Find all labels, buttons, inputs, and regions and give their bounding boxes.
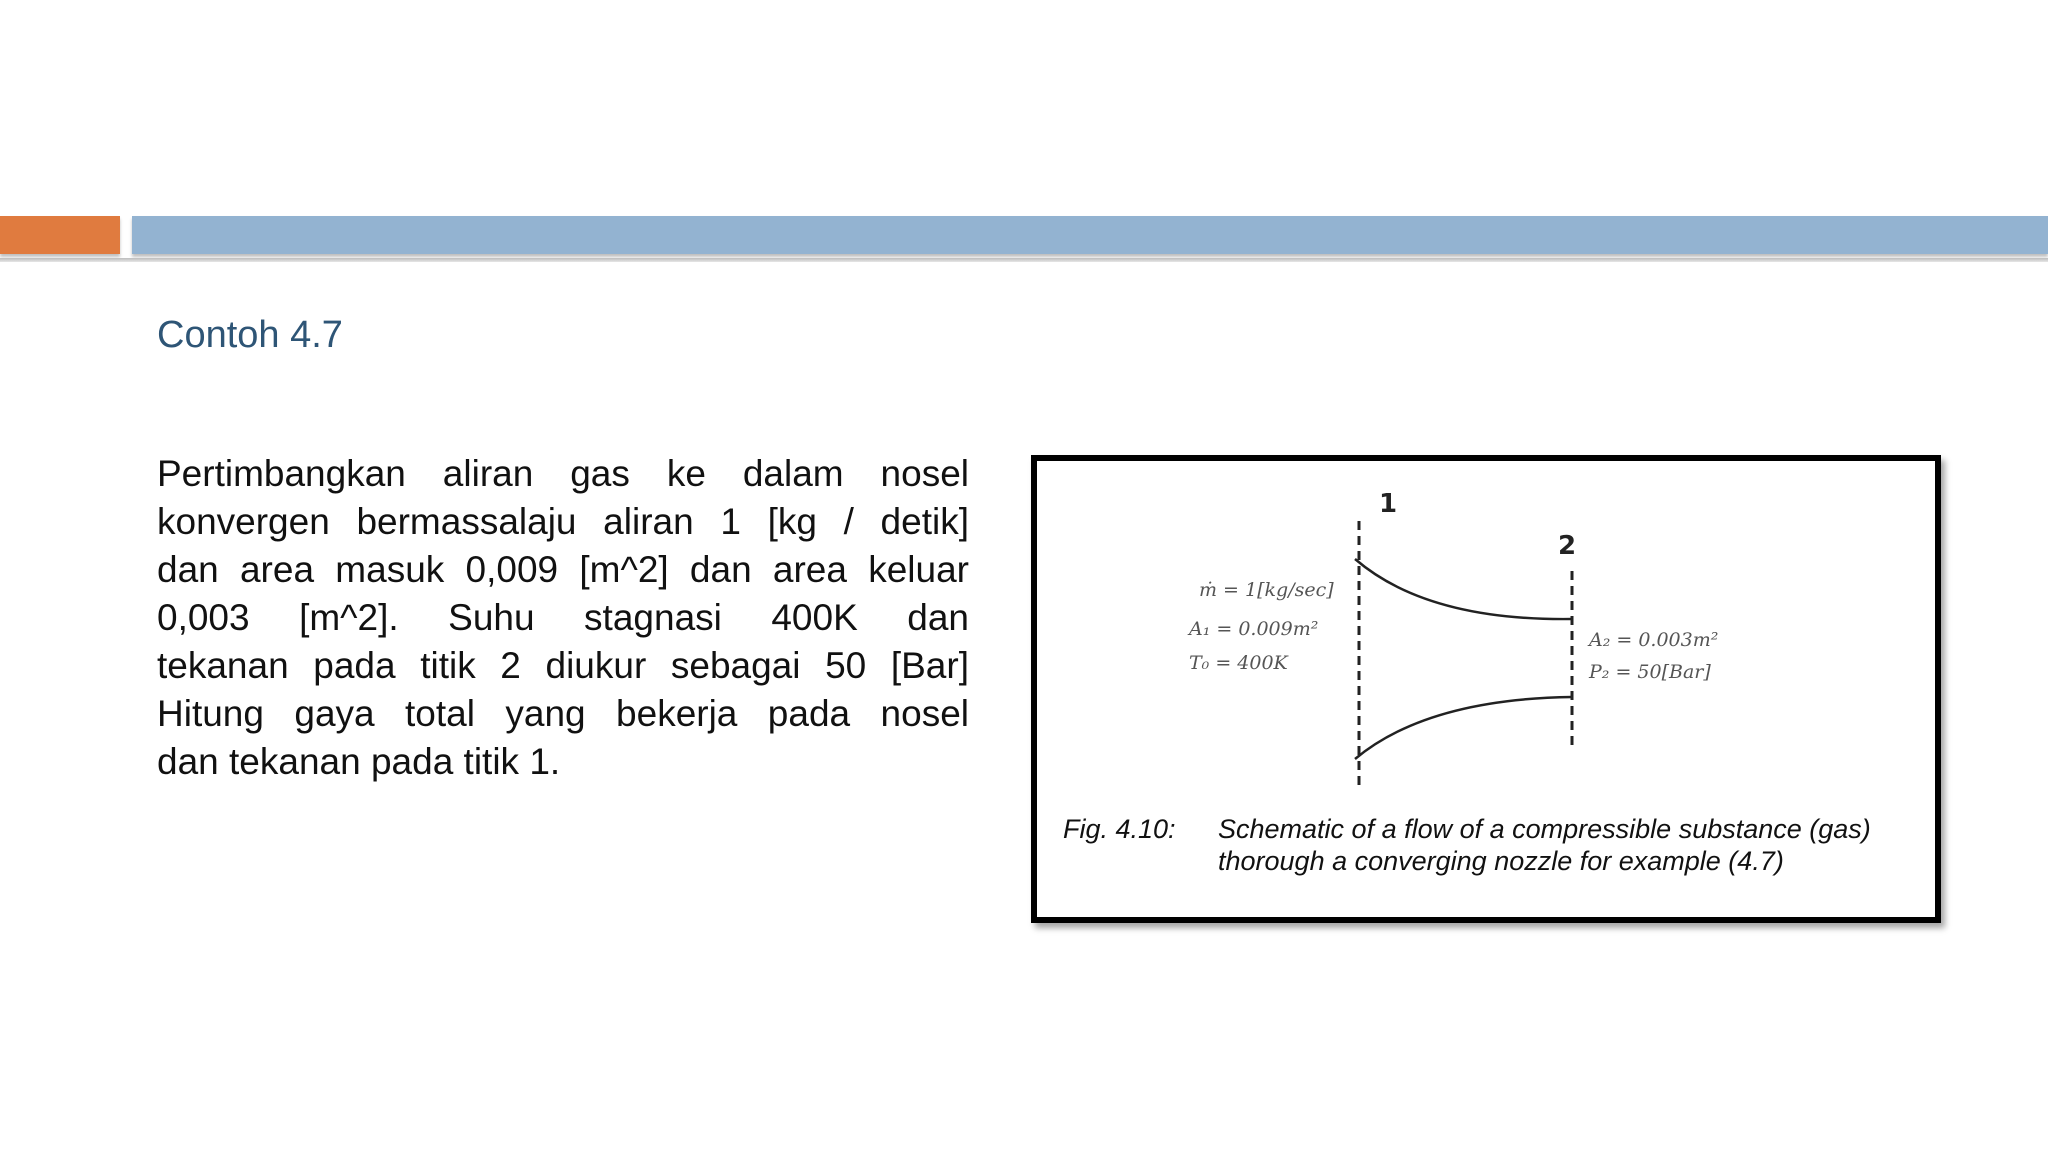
slide-title: Contoh 4.7 — [157, 314, 343, 356]
outlet-area-label: A₂ = 0.003m² — [1589, 629, 1719, 651]
mass-flow-label: ṁ = 1[kg/sec] — [1199, 579, 1334, 601]
caption-prefix: Fig. 4.10: — [1063, 814, 1176, 844]
inlet-area-label: A₁ = 0.009m² — [1189, 618, 1319, 640]
problem-line: 0,003 [m^2]. Suhu stagnasi 400K dan — [157, 597, 969, 638]
stagnation-temp-label: T₀ = 400K — [1189, 652, 1288, 674]
station-1-label: 1 — [1379, 489, 1398, 519]
problem-statement — [157, 450, 969, 786]
header-main-bar — [132, 216, 2048, 254]
nozzle-figure — [1031, 455, 1941, 923]
caption-text: Schematic of a flow of a compressible substance (gas) thorough a converging nozzle for example (4.7) — [1218, 814, 1871, 876]
problem-line: tekanan pada titik 2 diukur sebagai 50 [Bar] — [157, 645, 969, 686]
problem-line: Hitung gaya total yang bekerja pada nosel — [157, 693, 969, 734]
station-2-label: 2 — [1558, 531, 1577, 561]
nozzle-lower-wall — [1355, 697, 1572, 759]
nozzle-upper-wall — [1355, 559, 1572, 619]
problem-line: konvergen bermassalaju aliran 1 [kg / detik] — [157, 501, 969, 542]
nozzle-schematic — [1037, 461, 1935, 801]
problem-line: Pertimbangkan aliran gas ke dalam nosel — [157, 453, 969, 494]
problem-line: dan tekanan pada titik 1. — [157, 741, 561, 782]
problem-line: dan area masuk 0,009 [m^2] dan area keluar — [157, 549, 969, 590]
header-accent-bar — [0, 216, 120, 254]
outlet-pressure-label: P₂ = 50[Bar] — [1589, 661, 1711, 683]
header-divider — [0, 258, 2048, 262]
figure-caption — [1063, 813, 1913, 877]
